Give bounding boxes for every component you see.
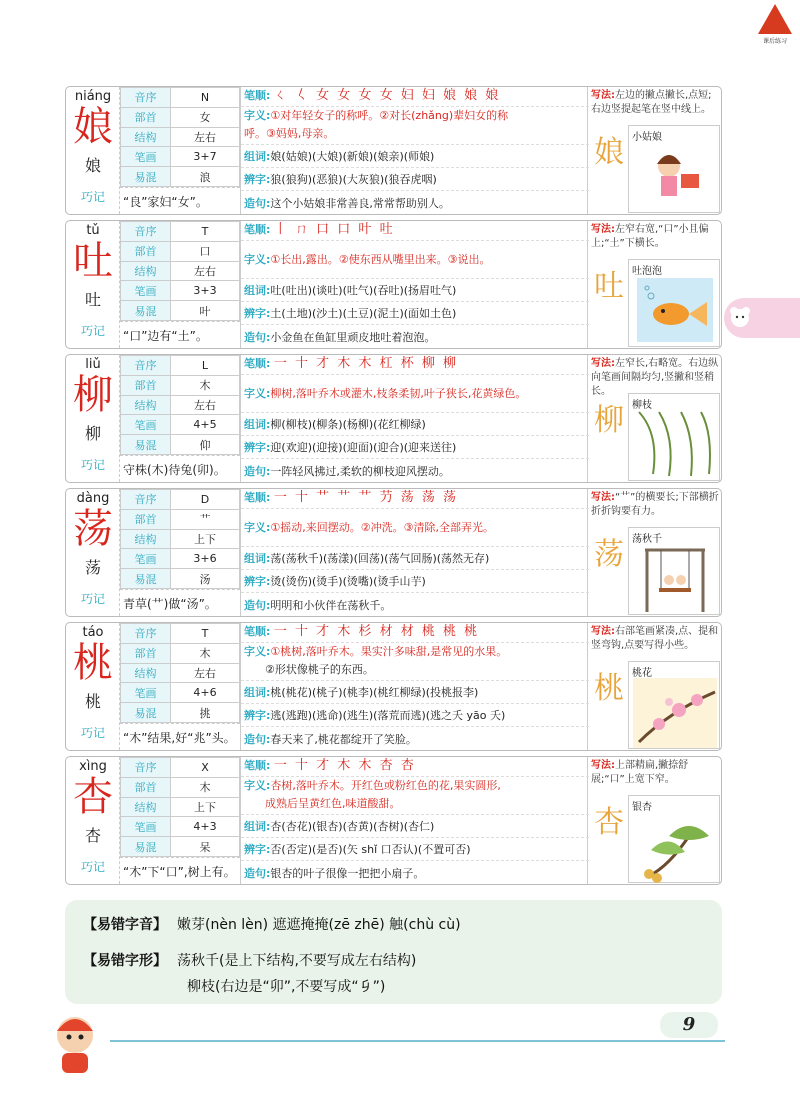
meaning-label: 字义: [244, 645, 271, 658]
strokes-label: 笔画 [121, 549, 171, 569]
page-number: 9 [660, 1012, 718, 1038]
sentence-label: 造句: [244, 465, 271, 478]
pinyin: niáng [74, 89, 112, 104]
mnemonic-text: “木”结果,好“兆”头。 [120, 723, 240, 751]
strokes-label: 笔画 [121, 817, 171, 837]
illustration-caption: 桃花 [632, 668, 652, 679]
strokes-label: 笔画 [121, 147, 171, 167]
char-entry-1 [65, 220, 722, 349]
order-value: T [171, 222, 240, 242]
illustration-caption: 小姑娘 [632, 132, 662, 143]
words-text: 荡(荡秋千)(荡漾)(回荡)(荡气回肠)(荡然无存) [270, 552, 490, 565]
sentence-label: 造句: [244, 599, 271, 612]
structure-value: 上下 [171, 529, 240, 549]
confuse-value: 叶 [171, 301, 240, 321]
publisher-logo [752, 4, 798, 46]
practice-character: 吐 [594, 269, 624, 304]
writing-label: 写法: [591, 492, 615, 503]
illustration-girl [628, 125, 720, 213]
info-table [120, 355, 240, 455]
writing-text: 右部笔画紧凑,点、提和竖弯钩,点要写得小些。 [591, 626, 719, 651]
meaning-text-1: 柳树,落叶乔木或灌木,枝条柔韧,叶子狭长,花黄绿色。 [270, 387, 527, 400]
words-label: 组词: [244, 686, 271, 699]
info-table [120, 757, 240, 857]
strokes-label: 笔画 [121, 683, 171, 703]
order-label: 音序 [121, 490, 171, 510]
writing-text: “艹”的横要长;下部横折折折钩要有力。 [591, 492, 719, 517]
char-entry-0 [65, 86, 722, 215]
structure-label: 结构 [121, 127, 171, 147]
info-table [120, 221, 240, 321]
char-entry-5 [65, 756, 722, 885]
structure-label: 结构 [121, 529, 171, 549]
strokes-value: 3+7 [171, 147, 240, 167]
radical-value: 木 [171, 777, 240, 797]
stroke-sequence: 一 十 才 木 杉 材 材 桃 桃 桃 [273, 624, 480, 639]
illustration-goldfish [628, 259, 720, 347]
words-label: 组词: [244, 418, 271, 431]
confuse-value: 汤 [171, 569, 240, 589]
structure-value: 上下 [171, 797, 240, 817]
form-errors-text-1: 荡秋千(是上下结构,不要写成左右结构) [177, 953, 417, 969]
meaning-text-2: 成熟后呈黄红色,味道酸甜。 [264, 797, 401, 810]
writing-label: 写法: [591, 224, 615, 235]
mnemonic-text: “良”家妇“女”。 [120, 187, 240, 215]
mnemonic-text: “口”边有“土”。 [120, 321, 240, 349]
sentence-label: 造句: [244, 733, 271, 746]
writing-text: 左窄右宽,“口”小且偏上;“土”下横长。 [591, 224, 709, 249]
sentence-text: 小金鱼在鱼缸里顽皮地吐着泡泡。 [270, 331, 436, 344]
sound-errors-text: 嫩芽(nèn lèn) 遮遮掩掩(zē zhē) 触(chù cù) [177, 917, 461, 933]
illustration-peach-blossom [628, 661, 720, 749]
logo-text: 课后练习 [762, 38, 787, 45]
distinguish-label: 辨字: [244, 441, 271, 454]
order-value: X [171, 758, 240, 778]
logo-flame-icon [758, 4, 792, 34]
illustration-willow [628, 393, 720, 481]
sentence-label: 造句: [244, 867, 271, 880]
confuse-value: 挑 [171, 703, 240, 723]
radical-value: 女 [171, 107, 240, 127]
radical-value: 艹 [171, 509, 240, 529]
mnemonic-text: 守株(木)待兔(卯)。 [120, 455, 240, 483]
stroke-order-label: 笔顺: [244, 491, 271, 504]
mnemonic-label: 巧记 [80, 726, 105, 740]
stroke-sequence: 一 十 艹 艹 艹 芀 荡 荡 荡 [273, 490, 458, 505]
strokes-value: 4+3 [171, 817, 240, 837]
confuse-label: 易混 [121, 703, 171, 723]
practice-character: 娘 [594, 135, 624, 170]
order-value: L [171, 356, 240, 376]
distinguish-text: 烫(烫伤)(烫手)(烫嘴)(烫手山芋) [270, 575, 426, 588]
common-errors-box [65, 900, 722, 1004]
structure-value: 左右 [171, 663, 240, 683]
confuse-label: 易混 [121, 435, 171, 455]
big-character: 杏 [73, 774, 113, 820]
distinguish-text: 狼(狼狗)(恶狼)(大灰狼)(狼吞虎咽) [270, 173, 437, 186]
practice-character: 桃 [594, 671, 624, 706]
structure-value: 左右 [171, 395, 240, 415]
distinguish-text: 土(土地)(沙土)(土豆)(泥土)(面如土色) [270, 307, 457, 320]
char-entry-2 [65, 354, 722, 483]
structure-label: 结构 [121, 395, 171, 415]
mnemonic-label: 巧记 [80, 324, 105, 338]
practice-character: 杏 [594, 805, 624, 840]
writing-text: 左窄长,右略宽。右边纵向笔画间隔均匀,竖撇和竖稍长。 [591, 358, 719, 397]
sentence-label: 造句: [244, 197, 271, 210]
mnemonic-text: “木”下“口”,树上有。 [120, 857, 240, 885]
meaning-text-1: ①桃树,落叶乔木。果实汁多味甜,是常见的水果。 [270, 645, 508, 658]
practice-character: 柳 [594, 403, 624, 438]
sentence-text: 这个小姑娘非常善良,常常帮助别人。 [270, 197, 450, 210]
sentence-text: 一阵轻风拂过,柔软的柳枝迎风摆动。 [270, 465, 450, 478]
radical-value: 木 [171, 643, 240, 663]
distinguish-label: 辨字: [244, 843, 271, 856]
mnemonic-label: 巧记 [80, 190, 105, 204]
practice-character: 荡 [594, 537, 624, 572]
pinyin: liǔ [85, 357, 101, 372]
info-table [120, 489, 240, 589]
words-text: 吐(吐出)(谈吐)(吐气)(吞吐)(扬眉吐气) [270, 284, 457, 297]
small-character: 荡 [84, 558, 101, 577]
structure-value: 左右 [171, 261, 240, 281]
strokes-label: 笔画 [121, 415, 171, 435]
confuse-label: 易混 [121, 301, 171, 321]
illustration-caption: 吐泡泡 [632, 266, 662, 277]
stroke-sequence: ㄑ 𡿨 女 女 女 女 妇 妇 娘 娘 娘 [273, 88, 501, 103]
sentence-text: 春天来了,桃花都绽开了笑脸。 [270, 733, 417, 746]
footer-line [110, 1040, 725, 1042]
words-text: 柳(柳枝)(柳条)(杨柳)(花红柳绿) [270, 418, 426, 431]
confuse-value: 呆 [171, 837, 240, 857]
radical-value: 木 [171, 375, 240, 395]
order-label: 音序 [121, 624, 171, 644]
meaning-text-2: 呼。③妈妈,母亲。 [244, 127, 335, 140]
stroke-order-label: 笔顺: [244, 759, 271, 772]
stroke-sequence: 丨 ㄇ 口 口 叶 吐 [273, 222, 395, 237]
words-label: 组词: [244, 150, 271, 163]
strokes-value: 4+5 [171, 415, 240, 435]
illustration-swing [628, 527, 720, 615]
writing-label: 写法: [591, 90, 615, 101]
writing-text: 左边的撇点撇长,点短;右边竖提起笔在竖中线上。 [591, 90, 712, 115]
big-character: 桃 [73, 640, 113, 686]
big-character: 娘 [73, 104, 113, 150]
order-value: D [171, 490, 240, 510]
meaning-text-2: ②形状像桃子的东西。 [264, 663, 374, 676]
distinguish-label: 辨字: [244, 575, 271, 588]
meaning-label: 字义: [244, 387, 271, 400]
stroke-order-label: 笔顺: [244, 625, 271, 638]
words-label: 组词: [244, 284, 271, 297]
pinyin: dàng [76, 491, 110, 506]
writing-label: 写法: [591, 760, 615, 771]
distinguish-label: 辨字: [244, 307, 271, 320]
sentence-text: 明明和小伙伴在荡秋千。 [270, 599, 392, 612]
illustration-caption: 银杏 [632, 802, 652, 813]
order-value: N [171, 88, 240, 108]
writing-label: 写法: [591, 626, 615, 637]
words-label: 组词: [244, 552, 271, 565]
stroke-order-label: 笔顺: [244, 89, 271, 102]
char-entry-4 [65, 622, 722, 751]
illustration-caption: 荡秋千 [632, 534, 662, 545]
meaning-text-1: ①摇动,来回摆动。②冲洗。③清除,全部弄光。 [270, 521, 494, 534]
strokes-value: 3+6 [171, 549, 240, 569]
sound-errors-label: 【易错字音】 [83, 917, 167, 933]
distinguish-label: 辨字: [244, 709, 271, 722]
mnemonic-label: 巧记 [80, 860, 105, 874]
radical-label: 部首 [121, 509, 171, 529]
sentence-text: 银杏的叶子很像一把把小扇子。 [270, 867, 425, 880]
radical-label: 部首 [121, 241, 171, 261]
info-table [120, 623, 240, 723]
words-text: 娘(姑娘)(大娘)(新娘)(娘亲)(师娘) [270, 150, 435, 163]
info-table [120, 87, 240, 187]
strokes-label: 笔画 [121, 281, 171, 301]
radical-label: 部首 [121, 375, 171, 395]
small-character: 杏 [84, 826, 101, 845]
meaning-label: 字义: [244, 521, 271, 534]
structure-value: 左右 [171, 127, 240, 147]
big-character: 柳 [73, 372, 113, 418]
confuse-label: 易混 [121, 167, 171, 187]
strokes-value: 3+3 [171, 281, 240, 301]
confuse-label: 易混 [121, 569, 171, 589]
structure-label: 结构 [121, 261, 171, 281]
distinguish-text: 否(否定)(是否)(矢 shǐ 口否认)(不置可否) [270, 843, 471, 856]
meaning-text-1: ①长出,露出。②使东西从嘴里出来。③说出。 [270, 253, 491, 266]
mnemonic-label: 巧记 [80, 458, 105, 472]
confuse-value: 浪 [171, 167, 240, 187]
stroke-order-label: 笔顺: [244, 223, 271, 236]
words-label: 组词: [244, 820, 271, 833]
words-text: 桃(桃花)(桃子)(桃李)(桃红柳绿)(投桃报李) [270, 686, 479, 699]
writing-text: 上部精扁,撇捺舒展;“口”上宽下窄。 [591, 760, 689, 785]
small-character: 柳 [84, 424, 101, 443]
side-tab-mouse-icon [724, 298, 800, 338]
order-label: 音序 [121, 758, 171, 778]
stroke-sequence: 一 十 才 木 木 杠 杯 柳 柳 [273, 356, 458, 371]
character-list [65, 86, 722, 890]
words-text: 杏(杏花)(银杏)(杏黄)(杏树)(杏仁) [270, 820, 435, 833]
radical-label: 部首 [121, 777, 171, 797]
big-character: 吐 [73, 238, 113, 284]
distinguish-text: 迎(欢迎)(迎接)(迎面)(迎合)(迎来送往) [270, 441, 457, 454]
small-character: 娘 [84, 156, 101, 175]
pinyin: tǔ [86, 223, 100, 238]
illustration-caption: 柳枝 [632, 400, 652, 411]
pinyin: táo [82, 625, 104, 640]
form-errors-label: 【易错字形】 [83, 953, 167, 969]
meaning-text-1: 杏树,落叶乔木。开红色或粉红色的花,果实圆形, [270, 779, 501, 792]
structure-label: 结构 [121, 797, 171, 817]
mnemonic-text: 青草(艹)做“汤”。 [120, 589, 240, 617]
radical-label: 部首 [121, 107, 171, 127]
sentence-label: 造句: [244, 331, 271, 344]
order-value: T [171, 624, 240, 644]
distinguish-text: 逃(逃跑)(逃命)(逃生)(落荒而逃)(逃之夭 yāo 夭) [270, 709, 506, 722]
mnemonic-label: 巧记 [80, 592, 105, 606]
meaning-label: 字义: [244, 253, 271, 266]
meaning-label: 字义: [244, 109, 271, 122]
distinguish-label: 辨字: [244, 173, 271, 186]
order-label: 音序 [121, 222, 171, 242]
strokes-value: 4+6 [171, 683, 240, 703]
pinyin: xìng [79, 759, 107, 774]
order-label: 音序 [121, 88, 171, 108]
writing-label: 写法: [591, 358, 615, 369]
meaning-text-1: ①对年轻女子的称呼。②对长(zhǎng)辈妇女的称 [270, 109, 509, 122]
confuse-value: 仰 [171, 435, 240, 455]
radical-value: 口 [171, 241, 240, 261]
illustration-ginkgo [628, 795, 720, 883]
mascot-icon [40, 1005, 110, 1077]
big-character: 荡 [73, 506, 113, 552]
small-character: 吐 [84, 290, 101, 309]
meaning-label: 字义: [244, 779, 271, 792]
stroke-order-label: 笔顺: [244, 357, 271, 370]
char-entry-3 [65, 488, 722, 617]
small-character: 桃 [84, 692, 101, 711]
radical-label: 部首 [121, 643, 171, 663]
confuse-label: 易混 [121, 837, 171, 857]
form-errors-text-2: 柳枝(右边是“卯”,不要写成“𠂎”) [187, 979, 386, 995]
structure-label: 结构 [121, 663, 171, 683]
stroke-sequence: 一 十 才 木 木 杏 杏 [273, 758, 416, 773]
order-label: 音序 [121, 356, 171, 376]
